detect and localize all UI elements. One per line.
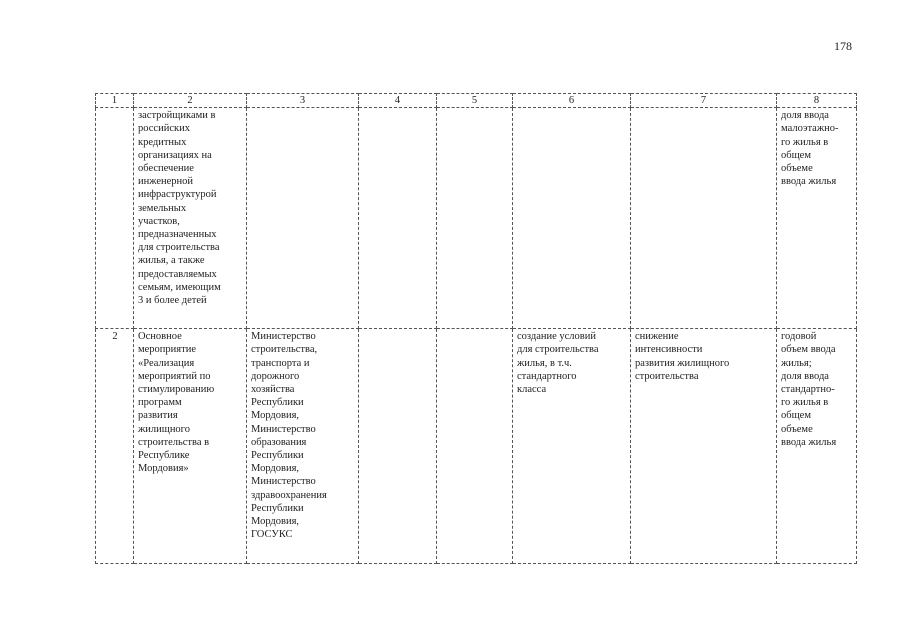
expected-result-cell: создание условий для строительства жилья, в т.ч. стандартного класса bbox=[513, 329, 631, 564]
table-row bbox=[96, 108, 857, 329]
consequences-cell: снижение интенсивности развития жилищного строительства bbox=[631, 329, 777, 564]
program-table bbox=[95, 93, 857, 564]
column-header-4: 4 bbox=[359, 94, 437, 108]
column-header-5: 5 bbox=[437, 94, 513, 108]
end-date-cell bbox=[437, 108, 513, 329]
column-header-7: 7 bbox=[631, 94, 777, 108]
header-row bbox=[96, 94, 857, 108]
event-name-cell: застройщиками в российских кредитных организациях на обеспечение инженерной инфраструктурой земельных участков, предназначенных для строительства жилья, а также предоставляемых семьям, имеющим 3 и более детей bbox=[134, 108, 247, 329]
row-number-cell bbox=[96, 108, 134, 329]
indicator-cell: доля ввода малоэтажно- го жилья в общем объеме ввода жилья bbox=[777, 108, 857, 329]
event-name-cell: Основное мероприятие «Реализация мероприятий по стимулированию программ развития жилищного строительства в Республике Мордовия» bbox=[134, 329, 247, 564]
page-number: 178 bbox=[834, 39, 852, 53]
indicator-cell: годовой объем ввода жилья; доля ввода стандартно- го жилья в общем объеме ввода жилья bbox=[777, 329, 857, 564]
executor-cell: Министерство строительства, транспорта и дорожного хозяйства Республики Мордовия, Министерство образования Республики Мордовия, Министерство здравоохранения Республики Мордовия, ГОСУКС bbox=[247, 329, 359, 564]
column-header-8: 8 bbox=[777, 94, 857, 108]
consequences-cell bbox=[631, 108, 777, 329]
column-header-6: 6 bbox=[513, 94, 631, 108]
start-date-cell bbox=[359, 108, 437, 329]
executor-cell bbox=[247, 108, 359, 329]
row-number-cell: 2 bbox=[96, 329, 134, 564]
column-header-1: 1 bbox=[96, 94, 134, 108]
column-header-2: 2 bbox=[134, 94, 247, 108]
start-date-cell bbox=[359, 329, 437, 564]
expected-result-cell bbox=[513, 108, 631, 329]
column-header-3: 3 bbox=[247, 94, 359, 108]
end-date-cell bbox=[437, 329, 513, 564]
table-row bbox=[96, 329, 857, 564]
